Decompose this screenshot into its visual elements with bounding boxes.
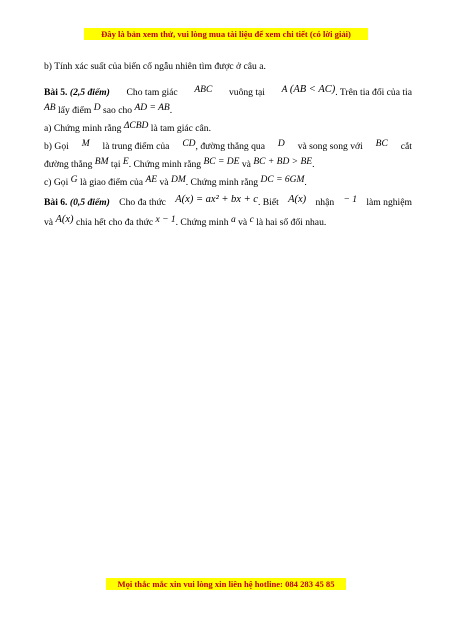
bai6-line2 [44,216,412,230]
text: cắt [400,141,412,152]
math: D [93,103,101,113]
text: . Chứng minh [175,217,229,228]
math: A(x) [55,214,74,225]
math: DM [170,175,186,185]
bai5-part-b [44,140,412,154]
text: và [44,217,54,228]
text: là giao điểm của [79,177,144,188]
question-b-probability: b) Tính xác suất của biến cố ngẫu nhiên tìm được ở câu a. [44,61,266,72]
math: AB [44,103,56,113]
text: Cho tam giác [126,87,178,98]
text: và [159,177,169,188]
bai6-line1 [44,196,412,210]
text: là hai số đối nhau. [256,217,327,228]
math: M [81,139,90,149]
math: BM [94,157,109,167]
text: sao cho [103,105,133,116]
bai5-label: Bài 5. [44,87,68,98]
math: BC + BD > BE [253,157,313,167]
bai6-label: Bài 6. [44,197,68,208]
text: . Chứng minh rằng [185,177,259,188]
math: D [277,139,285,149]
math: (AB < AC) [289,84,336,95]
bai5-part-c [44,176,412,190]
math: BC = DE [203,157,240,167]
bai5-points: (2,5 điểm) [69,87,110,98]
math: G [70,175,78,185]
math: − 1 [343,195,358,205]
math: a [230,215,236,225]
text: là tam giác cân. [150,123,211,134]
text: chia hết cho đa thức [75,217,154,228]
text: tại [110,159,121,170]
math: AD = AB [134,103,170,113]
math: A [281,85,288,95]
text: . [312,159,315,170]
math: ΔCBD [123,121,149,131]
text: lấy điểm [58,105,92,116]
text: c) Gọi [44,177,69,188]
text: . [169,105,173,116]
math: A(x) = ax² + bx + c [175,194,258,205]
math: x − 1 [155,215,176,225]
text: . Trên tia đối của tia [335,87,412,98]
text: và [238,217,248,228]
text: và [241,159,251,170]
math: ABC [194,85,213,95]
math: BC [375,139,388,149]
bai5-part-b-cont [44,158,412,172]
text: b) Gọi [44,141,69,152]
math: A(x) [288,194,307,205]
math: c [249,215,254,225]
bai5-line2 [44,104,412,118]
bai6-points: (0,5 điểm) [69,197,110,208]
math: E [122,157,129,167]
text: là trung điểm của [102,141,170,152]
document-body [44,60,412,230]
text: . Chứng minh rằng [128,159,202,170]
text: và song song với [297,141,363,152]
math: DC = 6GM [260,175,305,185]
text: Cho đa thức [119,197,166,208]
hotline-banner: Mọi thắc mắc xin vui lòng xin liên hệ hotline: 084 283 45 85 [106,578,346,590]
math: CD [182,139,196,149]
text: nhận [315,197,335,208]
text: đường thẳng [44,159,93,170]
text: vuông tại [228,87,265,98]
text: . Biết [257,197,279,208]
bai5-line1 [44,86,412,100]
bai5-part-a [44,122,412,136]
text: . [304,177,307,188]
text: a) Chứng minh rằng [44,123,122,134]
math: AE [145,175,158,185]
text: , đường thẳng qua [195,141,265,152]
preview-banner: Đây là bản xem thử, vui lòng mua tài liệu để xem chi tiết (có lời giải) [84,28,368,40]
text: làm nghiệm [366,197,412,208]
